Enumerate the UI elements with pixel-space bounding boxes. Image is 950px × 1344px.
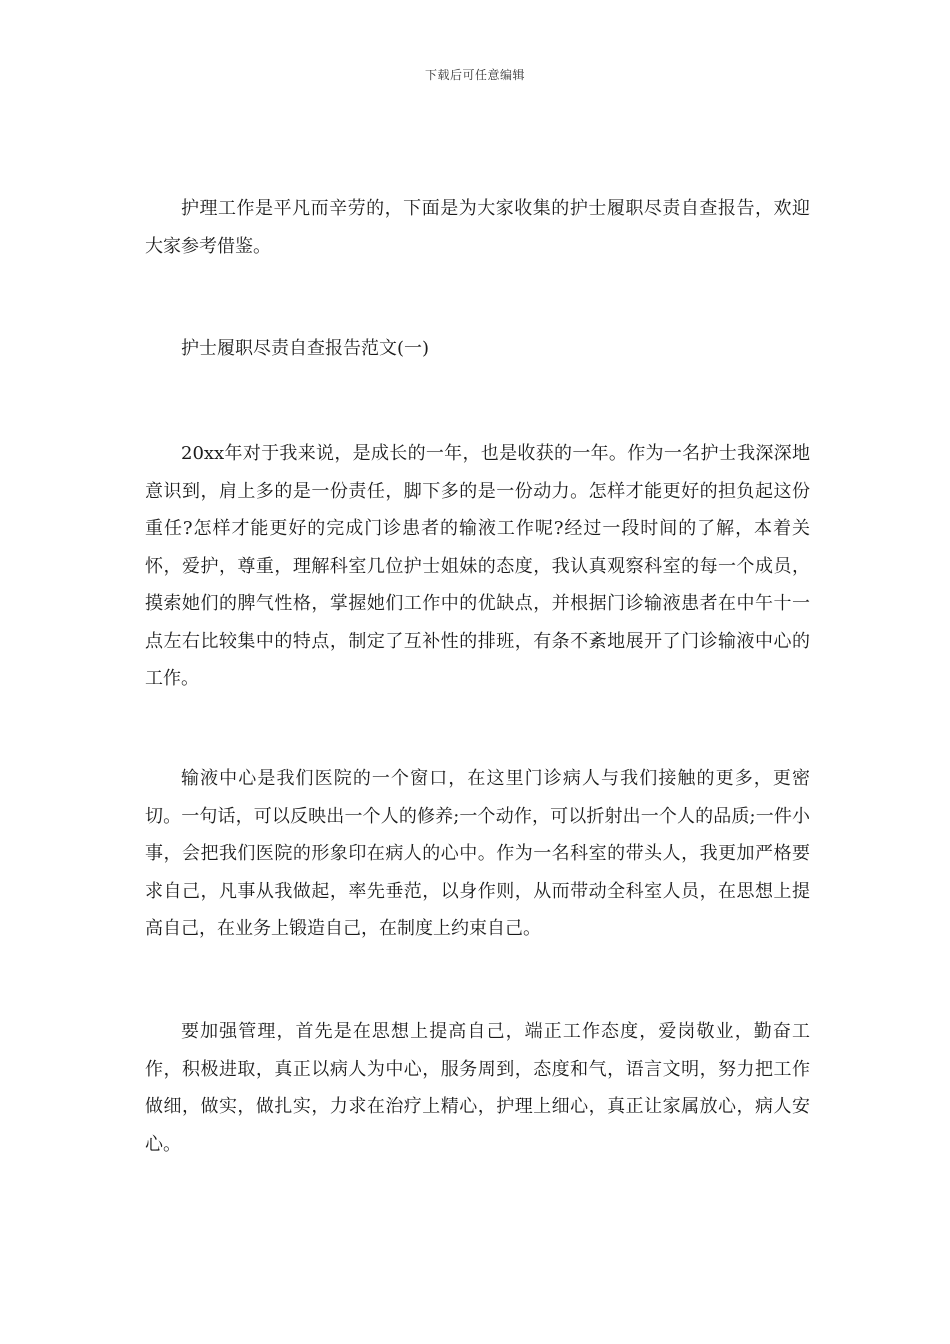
header-note: 下载后可任意编辑 <box>424 68 525 82</box>
section-title: 护士履职尽责自查报告范文(一) <box>181 338 430 359</box>
body-paragraph: 20xx年对于我来说，是成长的一年，也是收获的一年。作为一名护士我深深地意识到，肩上多的是一份责任，脚下多的是一份动力。怎样才能更好的担负起这份重任?怎样才能更好的完成门诊患者的输液工作呢?经过一段时间的了解，本着关怀，爱护，尊重，理解科室几位护士姐妹的态度，我认真观察科室的每一个成员，摸索她们的脾气性格，掌握她们工作中的优缺点，并根据门诊输液患者在中午十一点左右比较集中的特点，制定了互补性的排班，有条不紊地展开了门诊输液中心的工作。 <box>145 443 810 689</box>
body-paragraph: 输液中心是我们医院的一个窗口，在这里门诊病人与我们接触的更多，更密切。一句话，可以反映出一个人的修养;一个动作，可以折射出一个人的品质;一件小事，会把我们医院的形象印在病人的心中。作为一名科室的带头人，我更加严格要求自己，凡事从我做起，率先垂范，以身作则，从而带动全科室人员，在思想上提高自己，在业务上锻造自己，在制度上约束自己。 <box>145 768 810 939</box>
body-paragraph: 要加强管理，首先是在思想上提高自己，端正工作态度，爱岗敬业，勤奋工作，积极进取，真正以病人为中心，服务周到，态度和气，语言文明，努力把工作做细，做实，做扎实，力求在治疗上精心，护理上细心，真正让家属放心，病人安心。 <box>145 1021 810 1155</box>
intro-paragraph: 护理工作是平凡而辛劳的，下面是为大家收集的护士履职尽责自查报告，欢迎大家参考借鉴。 <box>145 198 810 257</box>
